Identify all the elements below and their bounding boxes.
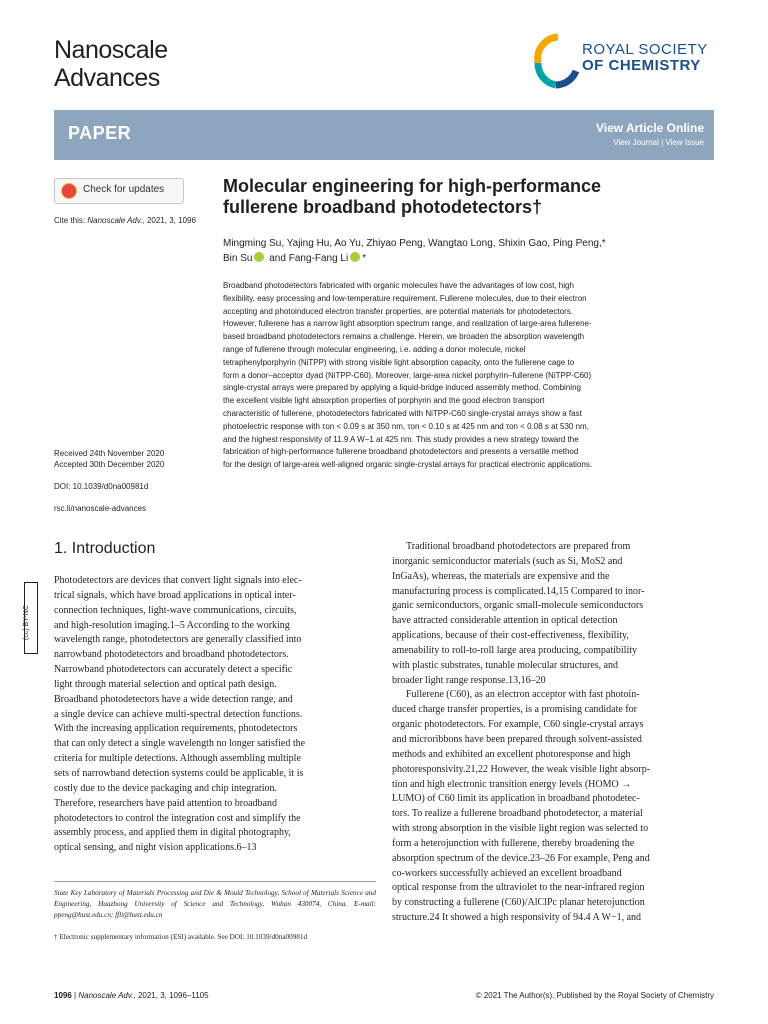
view-links [613,138,704,147]
body-line: structure.24 It showed a high responsivity of 94.4 A W−1, and [392,912,642,924]
abstract-line: based broadband photodetectors remains a challenge. Herein, we broaden the absorption wavelength [223,332,585,342]
body-line: organic photodetectors. For example, C60 single-crystal arrays [392,719,644,731]
abstract [223,280,713,472]
body-line: form a heterojunction with fullerene, thereby broadening the [392,837,635,849]
affiliation-footnote: State Key Laboratory of Materials Processing and Die & Mould Technology, School of Materials Science and Engineering, Huazhong University of Science and Technology, Wuhan 430074, China. E-mail: ppeng@hust.edu.cn; ffli@hust.edu.cn [54,889,376,919]
body-line: absorption spectrum of the device.23–26 For example, Peng and [392,852,650,864]
author-list-line2 [223,251,718,266]
body-line: methods and exhibited an excellent photoresponse and high [392,748,631,760]
abstract-line: for the design of large-area well-aligned organic single-crystal arrays for practical electronic applications. [223,460,593,470]
view-article-online-link[interactable]: View Article Online [595,121,704,135]
body-line: inorganic semiconductor materials (such as Si, MoS2 and [392,555,623,567]
copyright-notice: © 2021 The Author(s). Published by the Royal Society of Chemistry [475,991,714,1000]
publisher-name [582,42,708,74]
body-line: Therefore, researchers have paid attention to broadband [54,797,277,809]
body-line: photoresponsivity.21,22 However, the weak visible light absorp- [392,763,651,775]
citation [54,216,196,225]
body-line: with strong absorption in the visible light region was selected to [392,823,649,835]
body-line: sets of narrowband detection systems could be applicable, it is [54,767,304,779]
view-issue-link[interactable]: View Issue [665,138,704,147]
check-updates-icon [61,183,77,199]
article-type-label: PAPER [68,123,132,143]
publisher-name-line2: OF CHEMISTRY [582,57,701,74]
author-list-line1: Mingming Su, Yajing Hu, Ao Yu, Zhiyao Peng, Wangtao Long, Shixin Gao, Ping Peng,* [223,238,606,249]
body-line: Broadband photodetectors have a wide detection range, and [54,693,293,705]
check-updates-label: Check for updates [83,184,165,195]
abstract-line: characteristic of fullerene, photodetectors fabricated with NiTPP-C60 single-crystal arrays show a fast [223,408,582,418]
body-line: ganic semiconductors, organic small-molecule semiconductors [392,600,644,612]
page-footer-left [54,991,209,1000]
body-line: that can only detect a single wavelength no longer satisfied the [54,738,306,750]
view-journal-link[interactable]: View Journal [613,138,659,147]
body-line: broader light range response.13,16–20 [392,674,546,686]
orcid-icon[interactable] [254,252,264,262]
article-title [223,176,723,218]
body-line: by constructing a fullerene (C60)/AlClPc planar heterojunction [392,897,645,909]
body-line: manufacturing process is complicated.14,15 Compared to inor- [392,585,645,597]
abstract-line: the excellent visible light absorption properties of porphyrin and the good electron transport [223,396,545,406]
cite-details: 2021, 3, 1096 [146,216,196,225]
body-line: tion and high electronic transition energy levels (HOMO → [392,778,632,790]
body-column-right [392,540,714,926]
body-line: Narrowband photodetectors can accurately detect a specific [54,664,293,676]
journal-name-line1: Nanoscale [54,36,168,64]
body-line: optical response from the ultraviolet to the near-infrared region [392,882,645,894]
body-line: have attracted considerable attention in optical detection [392,615,618,627]
footer-journal: Nanoscale Adv., [78,991,136,1000]
publisher-name-line1: ROYAL SOCIETY [582,41,708,58]
journal-site-link[interactable]: rsc.li/nanoscale-advances [54,504,147,513]
footnote-divider [54,881,376,882]
abstract-line: single-crystal arrays were prepared by applying a liquid-bridge induced assembly method. Combining [223,383,581,393]
body-line: and high-resolution imaging.1–5 According to the working [54,619,290,631]
article-type-banner [54,110,714,160]
cite-prefix: Cite this: [54,216,86,225]
abstract-line: flexibility, easy processing and low-temperature requirement. Fullerene molecules, due to their electron [223,293,587,303]
body-line: applications, because of their cost-effectiveness, flexibility, [392,630,629,642]
body-line: optical sensing, and night vision applications.6–13 [54,842,257,854]
author-bin-su: Bin Su [223,253,253,264]
body-column-left [54,574,376,856]
abstract-line: tetraphenylporphyrin (NiTPP) with strong visible light absorption capacity, onto the fullerene cage to [223,357,575,367]
article-title-line2: fullerene broadband photodetectors† [223,197,543,217]
body-line: trical signals, which have broad applications in optical inter- [54,589,296,601]
check-for-updates-button[interactable] [54,178,184,204]
received-date: Received 24th November 2020 [54,449,165,458]
body-line: costly due to the device packaging and chip integration. [54,782,277,794]
body-line: narrowband photodetectors and broadband photodetectors. [54,649,289,661]
body-line: Fullerene (C60), as an electron acceptor with fast photoin- [406,689,640,701]
abstract-line: Broadband photodetectors fabricated with organic molecules have the advantages of low cost, high [223,281,574,290]
cc-license-label: (cc) BY-NC [23,605,30,640]
article-title-line1: Molecular engineering for high-performance [223,176,602,196]
body-line: and microribbons have been prepared through solvent-assisted [392,733,642,745]
body-line: LUMO) of C60 limit its application in broadband photodetec- [392,793,640,805]
author-list [223,236,718,266]
body-line: duced charge transfer properties, is a promising candidate for [392,704,637,716]
body-line: photodetectors to control the integration cost and simplify the [54,812,301,824]
doi[interactable]: DOI: 10.1039/d0na00981d [54,482,149,491]
corresponding-mark: * [362,253,367,264]
abstract-line: form a donor–acceptor dyad (NiTPP-C60). Moreover, large-area nickel porphyrin–fullerene (NiTPP-C60) [223,370,592,380]
body-line: co-workers successfully achieved an excellent broadband [392,867,622,879]
abstract-line: However, fullerene has a narrow light absorption spectrum range, and realization of large-area fullerene- [223,319,592,329]
body-line: tors. To realize a fullerene broadband photodetector, a material [392,808,643,820]
body-line: with plastic substrates, tunable molecular structures, and [392,659,619,671]
abstract-line: photoelectric response with τon < 0.09 s at 350 nm, τon < 0.10 s at 425 nm and τon < 0.08 s at 530 nm, [223,421,589,431]
abstract-line: and the highest responsivity of 11.9 A W−1 at 425 nm. This study provides a new strategy toward the [223,434,579,444]
body-line: With the increasing application requirements, photodetectors [54,723,298,735]
body-line: amenability to roll-to-roll large area producing, compatibility [392,644,638,656]
view-links-separator: | [661,138,664,147]
body-line: criteria for multiple detections. Although assembling multiple [54,753,301,765]
body-line: Photodetectors are devices that convert light signals into elec- [54,575,302,586]
journal-name-line2: Advances [54,64,160,92]
orcid-icon[interactable] [350,252,360,262]
abstract-line: fabrication of high-performance fullerene broadband photodetectors and presents a versatile method [223,447,579,457]
author-fang-fang-li: and Fang-Fang Li [269,253,349,264]
cite-journal: Nanoscale Adv., [87,216,145,225]
footer-year-volume: 2021, 3, 1096–1105 [137,991,209,1000]
body-line: a single device can achieve multi-spectral detection functions. [54,708,303,720]
journal-name [54,36,168,92]
accepted-date: Accepted 30th December 2020 [54,460,165,469]
abstract-line: accepting and photoinduced electron transfer properties, are potential materials for photodetectors. [223,306,573,316]
section-heading: 1. Introduction [54,540,156,557]
body-line: assembly process, and applied them in digital photography, [54,827,291,839]
body-line: wavelength range, photodetectors are generally classified into [54,634,302,646]
body-line: light through material selection and optical path design. [54,678,277,690]
body-line: InGaAs), whereas, the materials are expensive and the [392,570,610,582]
footer-separator: | [74,991,77,1000]
body-line: connection techniques, light-wave communications, circuits, [54,604,297,616]
page-number: 1096 [54,991,72,1000]
esi-footnote: † Electronic supplementary information (ESI) available. See DOI: 10.1039/d0na00981d [54,933,308,941]
body-line: Traditional broadband photodetectors are prepared from [406,541,631,552]
abstract-line: range of fullerene through molecular engineering, i.e. adding a donor molecule, nickel [223,344,526,354]
